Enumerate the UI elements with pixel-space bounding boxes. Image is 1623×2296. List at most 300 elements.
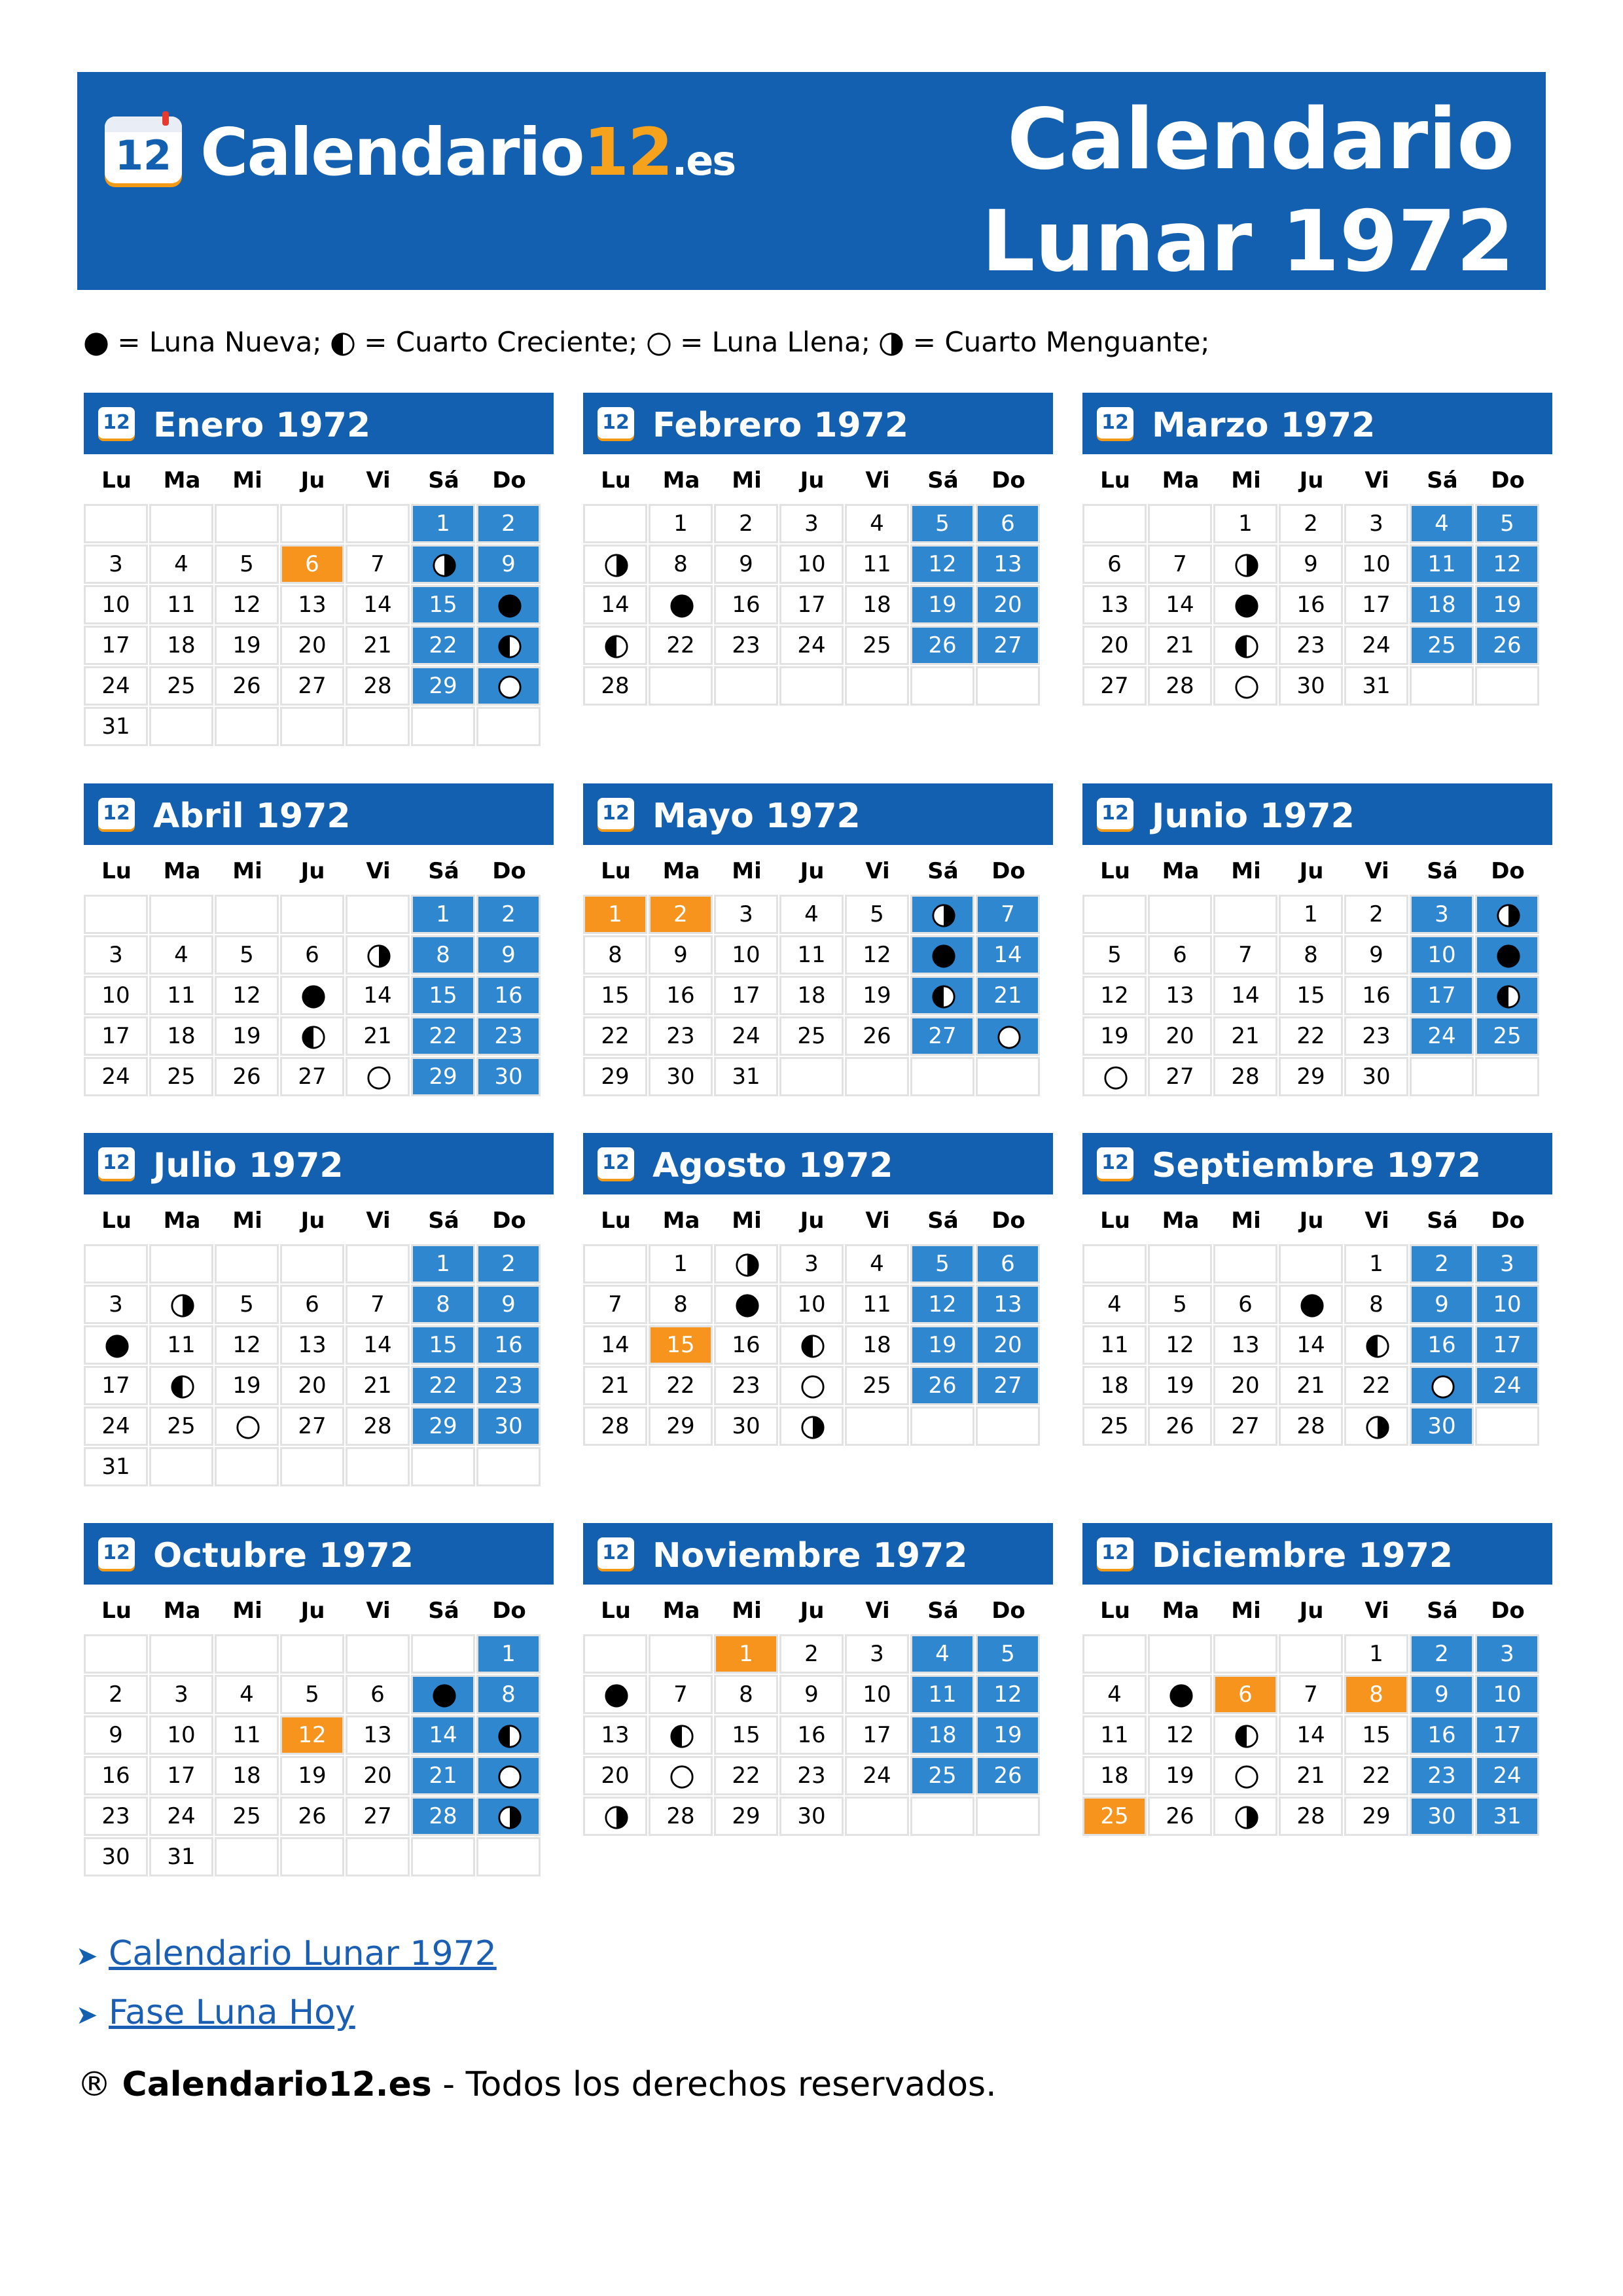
- day-number: 12: [232, 1332, 261, 1358]
- day-number: 3: [109, 1291, 123, 1318]
- day-cell: [1344, 1797, 1408, 1836]
- weekday-label: Ju: [1299, 1598, 1324, 1624]
- day-cell: [649, 1285, 713, 1324]
- day-cell: [476, 1407, 541, 1446]
- weekday-label: Ma: [662, 467, 700, 493]
- day-cell: [583, 935, 647, 975]
- day-cell: [1213, 1057, 1277, 1096]
- weekday-label: Ma: [1162, 858, 1200, 884]
- day-cell: [1213, 1016, 1277, 1056]
- day-cell: [411, 504, 475, 543]
- day-number: 25: [1100, 1413, 1129, 1439]
- day-number: 3: [109, 551, 123, 577]
- day-cell: [649, 1715, 713, 1755]
- empty-cell: [845, 666, 909, 706]
- day-number: 5: [870, 901, 884, 927]
- month-title: Abril 1972: [153, 797, 351, 836]
- day-cell: [779, 1016, 844, 1056]
- day-number: 17: [797, 592, 826, 618]
- day-number: 20: [363, 1763, 392, 1789]
- day-number: 5: [1173, 1291, 1187, 1318]
- day-number: 25: [232, 1803, 261, 1829]
- empty-cell: [1475, 1057, 1539, 1096]
- day-cell: [411, 976, 475, 1015]
- calendar-icon: 12: [597, 1537, 634, 1569]
- day-number: 30: [1427, 1803, 1456, 1829]
- day-cell: [1148, 1016, 1212, 1056]
- day-cell: [346, 1715, 410, 1755]
- link-fase-luna-hoy[interactable]: [76, 1990, 355, 2038]
- day-number: 18: [928, 1722, 957, 1748]
- weekday-label: Ma: [1162, 1208, 1200, 1234]
- day-number: 19: [1166, 1763, 1194, 1789]
- day-number: 29: [601, 1064, 630, 1090]
- day-number: 13: [363, 1722, 392, 1748]
- empty-cell: [346, 1447, 410, 1486]
- day-number: 7: [1001, 901, 1015, 927]
- day-cell: [1148, 976, 1212, 1015]
- weekday-label: Mi: [232, 858, 262, 884]
- empty-cell: [1082, 895, 1147, 934]
- empty-cell: [346, 1244, 410, 1283]
- day-cell: [1410, 935, 1474, 975]
- day-cell: [346, 935, 410, 975]
- day-cell: [1148, 1366, 1212, 1405]
- day-cell: [1279, 1325, 1343, 1365]
- month-title: Diciembre 1972: [1152, 1536, 1454, 1575]
- day-cell: [714, 1325, 778, 1365]
- day-cell: [1148, 1715, 1212, 1755]
- day-cell: [845, 976, 909, 1015]
- day-cell: [84, 666, 148, 706]
- link-calendario-lunar-text[interactable]: Calendario Lunar 1972: [109, 1934, 497, 1973]
- day-number: 22: [429, 1372, 457, 1399]
- day-number: 22: [601, 1023, 630, 1049]
- day-cell: [411, 1016, 475, 1056]
- day-cell: [476, 1634, 541, 1674]
- day-cell: [1410, 1285, 1474, 1324]
- weekday-label: Ma: [662, 1598, 700, 1624]
- legend-text: = Cuarto Menguante;: [904, 326, 1210, 358]
- day-cell: [215, 545, 279, 584]
- calendar-icon: 12: [98, 407, 135, 439]
- day-cell: [149, 976, 213, 1015]
- day-cell: [84, 976, 148, 1015]
- day-number: 4: [804, 901, 819, 927]
- day-cell: [779, 626, 844, 665]
- day-number: 29: [429, 1413, 457, 1439]
- weekday-label: Lu: [601, 1208, 631, 1234]
- day-number: 11: [863, 1291, 891, 1318]
- day-number: 27: [298, 673, 327, 699]
- day-cell: [1410, 1244, 1474, 1283]
- day-number: 15: [429, 1332, 457, 1358]
- day-cell: [476, 504, 541, 543]
- day-cell: [149, 1285, 213, 1324]
- day-cell: [215, 666, 279, 706]
- weekday-label: Ju: [800, 467, 825, 493]
- day-cell: [779, 1285, 844, 1324]
- full-moon-icon: [1103, 1066, 1128, 1090]
- day-number: 12: [232, 592, 261, 618]
- weekday-label: Ju: [300, 858, 325, 884]
- day-cell: [910, 1325, 974, 1365]
- day-cell: [215, 1057, 279, 1096]
- day-cell: [779, 545, 844, 584]
- day-cell: [649, 1016, 713, 1056]
- last-quarter-icon: [170, 1293, 195, 1318]
- day-cell: [1082, 1407, 1147, 1446]
- month-title: Mayo 1972: [652, 797, 861, 836]
- day-cell: [1279, 545, 1343, 584]
- day-number: 9: [673, 942, 688, 968]
- empty-cell: [649, 666, 713, 706]
- day-number: 15: [601, 982, 630, 1009]
- empty-cell: [149, 1447, 213, 1486]
- day-cell: [1475, 1634, 1539, 1674]
- day-number: 30: [666, 1064, 695, 1090]
- empty-cell: [1213, 895, 1277, 934]
- day-cell: [976, 545, 1040, 584]
- day-number: 14: [363, 1332, 392, 1358]
- day-cell: [476, 1715, 541, 1755]
- day-cell: [1279, 626, 1343, 665]
- day-number: 9: [1369, 942, 1383, 968]
- day-cell: [583, 1325, 647, 1365]
- day-number: 17: [1362, 592, 1391, 618]
- full-moon-icon: [366, 1066, 391, 1090]
- weekday-label: Ju: [1299, 467, 1324, 493]
- day-number: 6: [305, 551, 319, 577]
- day-number: 17: [863, 1722, 891, 1748]
- day-cell: [1475, 1285, 1539, 1324]
- day-cell: [845, 1366, 909, 1405]
- full-moon-icon: [236, 1415, 260, 1440]
- link-calendario-lunar[interactable]: [76, 1931, 497, 1979]
- day-number: 12: [1166, 1722, 1194, 1748]
- day-number: 15: [1362, 1722, 1391, 1748]
- day-cell: [583, 1366, 647, 1405]
- day-number: 5: [240, 1291, 254, 1318]
- day-cell: [583, 1057, 647, 1096]
- day-cell: [149, 1715, 213, 1755]
- day-number: 29: [1362, 1803, 1391, 1829]
- day-cell: [215, 1016, 279, 1056]
- day-number: 16: [666, 982, 695, 1009]
- empty-cell: [215, 504, 279, 543]
- day-number: 1: [436, 901, 450, 927]
- full-moon-icon: [497, 1765, 522, 1789]
- day-cell: [476, 1325, 541, 1365]
- weekday-label: Sá: [428, 858, 459, 884]
- empty-cell: [583, 1244, 647, 1283]
- day-cell: [1279, 935, 1343, 975]
- day-number: 6: [1173, 942, 1187, 968]
- day-number: 19: [1166, 1372, 1194, 1399]
- weekday-label: Vi: [865, 858, 890, 884]
- day-cell: [714, 1675, 778, 1714]
- weekday-label: Do: [991, 1208, 1026, 1234]
- empty-cell: [976, 1057, 1040, 1096]
- day-cell: [1344, 1634, 1408, 1674]
- day-cell: [1344, 1285, 1408, 1324]
- logo-icon-number: 12: [115, 132, 172, 179]
- day-number: 6: [1238, 1291, 1253, 1318]
- day-number: 31: [732, 1064, 760, 1090]
- day-cell: [1213, 545, 1277, 584]
- day-cell: [346, 1366, 410, 1405]
- day-cell: [1279, 976, 1343, 1015]
- day-number: 11: [232, 1722, 261, 1748]
- day-cell: [1410, 1634, 1474, 1674]
- day-number: 30: [494, 1064, 523, 1090]
- day-number: 18: [863, 1332, 891, 1358]
- day-cell: [84, 585, 148, 624]
- day-number: 14: [1166, 592, 1194, 618]
- day-number: 26: [298, 1803, 327, 1829]
- day-number: 14: [429, 1722, 457, 1748]
- weekday-label: Sá: [927, 1598, 959, 1624]
- day-cell: [476, 1366, 541, 1405]
- day-cell: [1410, 1797, 1474, 1836]
- day-number: 7: [1304, 1681, 1318, 1708]
- day-number: 18: [797, 982, 826, 1009]
- day-number: 13: [993, 1291, 1022, 1318]
- day-number: 30: [1362, 1064, 1391, 1090]
- day-cell: [1475, 895, 1539, 934]
- empty-cell: [149, 707, 213, 746]
- day-number: 17: [101, 1023, 130, 1049]
- day-cell: [1410, 585, 1474, 624]
- weekday-label: Ma: [662, 1208, 700, 1234]
- day-cell: [976, 1244, 1040, 1283]
- day-cell: [714, 1285, 778, 1324]
- day-cell: [976, 1366, 1040, 1405]
- day-number: 16: [101, 1763, 130, 1789]
- empty-cell: [84, 1244, 148, 1283]
- day-number: 15: [429, 982, 457, 1009]
- day-number: 11: [1100, 1332, 1129, 1358]
- day-cell: [1475, 1715, 1539, 1755]
- day-number: 1: [1369, 1251, 1383, 1277]
- day-cell: [280, 976, 344, 1015]
- day-cell: [411, 1366, 475, 1405]
- weekday-label: Ma: [163, 1598, 201, 1624]
- month-header: [84, 1523, 554, 1585]
- day-number: 10: [1493, 1291, 1522, 1318]
- new-moon-icon: [84, 332, 109, 357]
- day-number: 25: [167, 1064, 196, 1090]
- day-cell: [84, 1837, 148, 1876]
- weekday-label: Ju: [800, 1208, 825, 1234]
- day-number: 12: [232, 982, 261, 1009]
- day-number: 8: [436, 1291, 450, 1318]
- calendar-icon: 12: [98, 1147, 135, 1179]
- day-number: 4: [174, 942, 188, 968]
- day-cell: [1148, 1057, 1212, 1096]
- empty-cell: [280, 1634, 344, 1674]
- day-number: 19: [928, 1332, 957, 1358]
- legend-item: [84, 326, 330, 358]
- day-cell: [649, 545, 713, 584]
- empty-cell: [346, 1634, 410, 1674]
- day-cell: [910, 1675, 974, 1714]
- day-number: 6: [1001, 1251, 1015, 1277]
- day-cell: [1213, 935, 1277, 975]
- day-number: 5: [935, 511, 950, 537]
- day-cell: [346, 1797, 410, 1836]
- day-cell: [845, 1675, 909, 1714]
- day-number: 31: [1362, 673, 1391, 699]
- day-number: 19: [1493, 592, 1522, 618]
- day-cell: [280, 1325, 344, 1365]
- weekday-label: Do: [492, 1208, 526, 1234]
- day-cell: [280, 1366, 344, 1405]
- day-cell: [1148, 1675, 1212, 1714]
- day-number: 17: [101, 632, 130, 658]
- day-cell: [1344, 1016, 1408, 1056]
- day-cell: [583, 1797, 647, 1836]
- day-cell: [476, 666, 541, 706]
- day-number: 17: [1427, 982, 1456, 1009]
- day-cell: [779, 935, 844, 975]
- day-number: 5: [1500, 511, 1514, 537]
- empty-cell: [411, 707, 475, 746]
- day-cell: [1410, 545, 1474, 584]
- day-cell: [1344, 1244, 1408, 1283]
- calendar-icon: 12: [597, 1147, 634, 1179]
- day-number: 10: [1493, 1681, 1522, 1708]
- day-cell: [1279, 1756, 1343, 1795]
- day-cell: [280, 626, 344, 665]
- empty-cell: [1082, 1634, 1147, 1674]
- day-number: 21: [1166, 632, 1194, 658]
- day-cell: [1082, 585, 1147, 624]
- day-number: 3: [804, 1251, 819, 1277]
- day-number: 7: [1238, 942, 1253, 968]
- day-number: 28: [1166, 673, 1194, 699]
- day-cell: [779, 1634, 844, 1674]
- link-fase-luna-hoy-text[interactable]: Fase Luna Hoy: [109, 1993, 355, 2032]
- day-number: 2: [1369, 901, 1383, 927]
- day-number: 15: [732, 1722, 760, 1748]
- day-number: 4: [240, 1681, 254, 1708]
- day-number: 4: [935, 1641, 950, 1667]
- day-number: 27: [993, 1372, 1022, 1399]
- day-number: 9: [804, 1681, 819, 1708]
- day-number: 13: [601, 1722, 630, 1748]
- day-cell: [280, 1057, 344, 1096]
- weekday-label: Sá: [1427, 467, 1458, 493]
- calendar-icon: 12: [597, 798, 634, 829]
- last-quarter-icon: [432, 553, 457, 578]
- weekday-label: Vi: [366, 858, 391, 884]
- day-number: 9: [109, 1722, 123, 1748]
- day-cell: [1475, 935, 1539, 975]
- first-quarter-icon: [931, 984, 956, 1009]
- weekday-label: Ju: [800, 1598, 825, 1624]
- footer-brand: Calendario12.es: [122, 2065, 432, 2104]
- new-moon-icon: [301, 984, 326, 1009]
- day-cell: [1148, 1325, 1212, 1365]
- month-header: [583, 393, 1053, 454]
- day-cell: [1279, 1366, 1343, 1405]
- day-number: 9: [739, 551, 753, 577]
- day-number: 12: [1493, 551, 1522, 577]
- day-cell: [280, 1715, 344, 1755]
- day-cell: [280, 1797, 344, 1836]
- empty-cell: [84, 1634, 148, 1674]
- day-cell: [84, 1057, 148, 1096]
- day-number: 24: [797, 632, 826, 658]
- day-cell: [1410, 1715, 1474, 1755]
- day-cell: [1344, 545, 1408, 584]
- day-number: 16: [494, 982, 523, 1009]
- day-cell: [583, 1285, 647, 1324]
- day-cell: [976, 935, 1040, 975]
- month-header: [1082, 1523, 1552, 1585]
- day-number: 11: [167, 592, 196, 618]
- day-number: 27: [298, 1413, 327, 1439]
- day-number: 2: [1435, 1641, 1449, 1667]
- weekday-label: Lu: [1100, 858, 1130, 884]
- day-cell: [215, 1325, 279, 1365]
- legend-text: = Luna Llena;: [671, 326, 880, 358]
- day-number: 10: [101, 982, 130, 1009]
- day-number: 23: [494, 1372, 523, 1399]
- day-cell: [84, 1797, 148, 1836]
- day-number: 19: [232, 632, 261, 658]
- day-number: 6: [305, 942, 319, 968]
- weekday-label: Ma: [1162, 467, 1200, 493]
- empty-cell: [1213, 1634, 1277, 1674]
- day-number: 7: [370, 551, 385, 577]
- day-cell: [910, 504, 974, 543]
- day-cell: [1082, 1756, 1147, 1795]
- empty-cell: [346, 707, 410, 746]
- day-number: 9: [501, 942, 516, 968]
- day-number: 23: [797, 1763, 826, 1789]
- month-header: [583, 783, 1053, 845]
- month-header: [1082, 783, 1552, 845]
- day-cell: [1410, 504, 1474, 543]
- day-cell: [1213, 1797, 1277, 1836]
- legend-item: [879, 326, 1209, 358]
- day-cell: [1279, 1715, 1343, 1755]
- day-cell: [84, 1325, 148, 1365]
- day-cell: [779, 976, 844, 1015]
- first-quarter-icon: [497, 1724, 522, 1749]
- day-number: 1: [1238, 511, 1253, 537]
- weekday-label: Sá: [1427, 1598, 1458, 1624]
- weekday-label: Vi: [366, 467, 391, 493]
- day-number: 3: [870, 1641, 884, 1667]
- day-number: 2: [673, 901, 688, 927]
- weekday-label: Do: [991, 858, 1026, 884]
- day-cell: [845, 1715, 909, 1755]
- day-number: 7: [608, 1291, 622, 1318]
- day-number: 20: [298, 632, 327, 658]
- day-cell: [1475, 1016, 1539, 1056]
- day-number: 5: [240, 551, 254, 577]
- empty-cell: [280, 1837, 344, 1876]
- day-cell: [910, 545, 974, 584]
- day-cell: [84, 707, 148, 746]
- full-moon-icon: [497, 675, 522, 700]
- full-moon-icon: [997, 1025, 1022, 1050]
- day-cell: [1279, 666, 1343, 706]
- day-number: 7: [1173, 551, 1187, 577]
